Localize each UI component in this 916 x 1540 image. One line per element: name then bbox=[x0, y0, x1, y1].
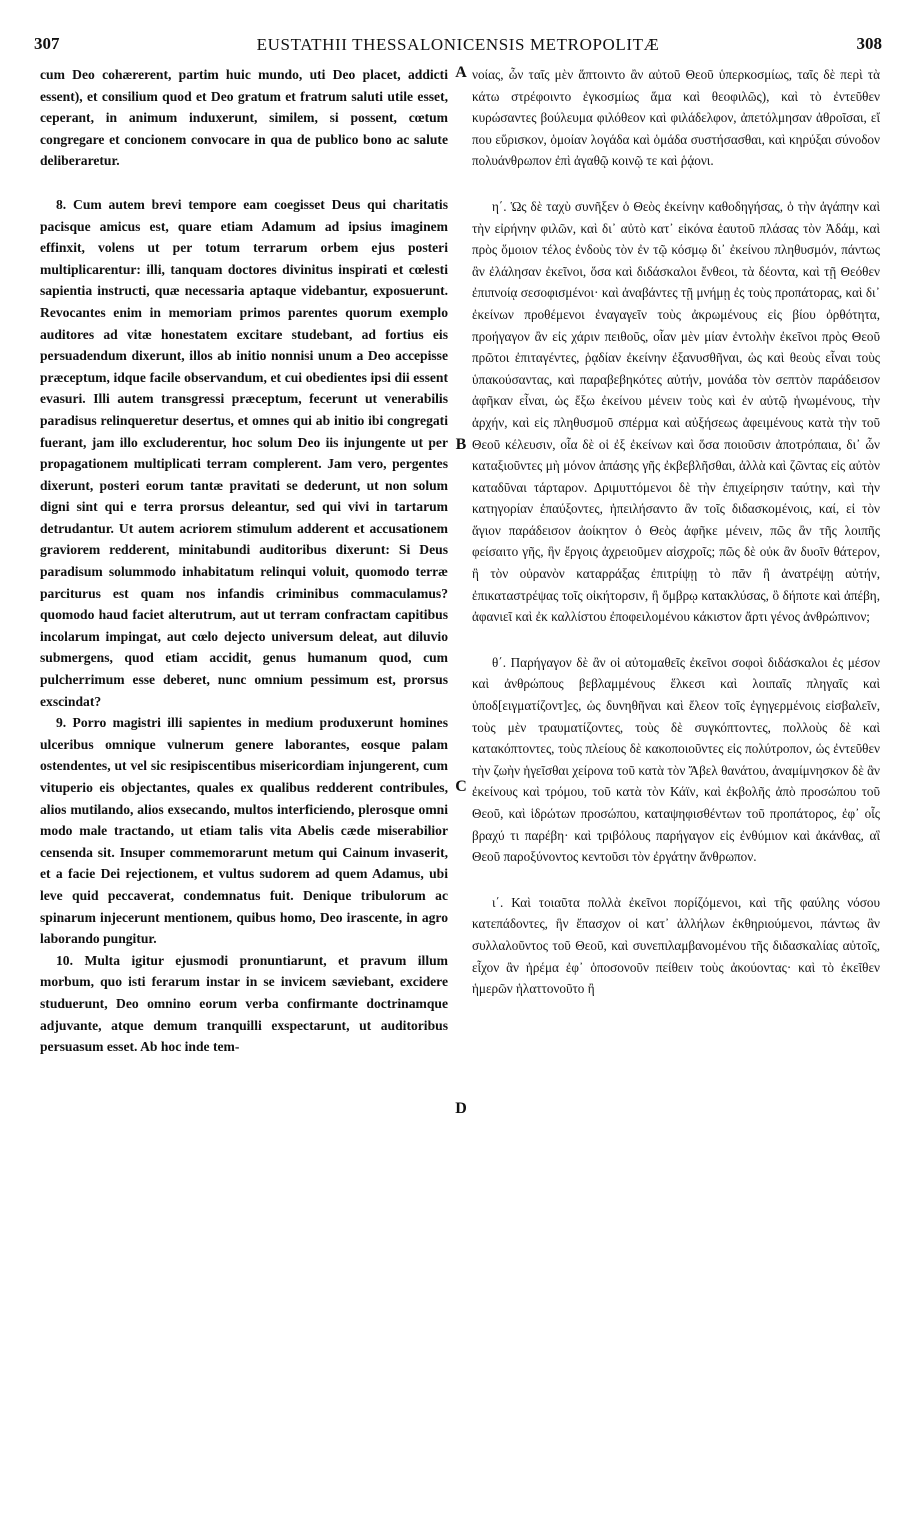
greek-paragraph-7-end: νοίας, ὧν ταῖς μὲν ἅπτοιντο ἂν αὐτοῦ Θεοῦ ὑπερκοσμίως, ταῖς δὲ περὶ τὰ κάτω στρέφοιντο ἐγκοσμίως ἅμα καὶ θεοφιλῶς), καὶ τὸ ἐντεῦθεν κυρώσαντες βούλευμα φιλόθεον καὶ φιλάδελφον, ἀπετόλμησαν ἀθροῖσαι, εἴ που εὕρισκον, ὁμοίαν λογάδα καὶ ὁμάδα συστήσασθαι, καὶ κηρύξαι σύνοδον πολυάνθρωπον ἐπὶ ἀγαθῷ κοινῷ τε καὶ ῥᾴονι. bbox=[472, 67, 880, 169]
latin-paragraph-10: 10. Multa igitur ejusmodi pronuntiarunt, et pravum illum morbum, quo isti ferarum instar in se invicem sæviebant, excidere studuerunt, Deo omnino eorum verba confirmante doctrinamque adjuvante, atque demum tranquilli exspectarunt, ut auditoribus persuasum esset. Ab hoc inde tem- bbox=[40, 952, 448, 1055]
margin-marker-b: B bbox=[455, 436, 467, 453]
page-number-left: 307 bbox=[34, 34, 60, 53]
latin-column bbox=[40, 64, 448, 1444]
latin-paragraph-8: 8. Cum autem brevi tempore eam coegisset Deus qui charitatis pacisque amicus est, quare etiam Adamum ad ipsius imaginem effinxit, volens ut per totum terrarum orbem ejus posteri multiplicarentur: illi, tanquam doctores divinitus inspirati et cœlesti sapientia instructi, quæ necessaria aptaque videbantur, exposuerunt. Revocantes enim in memoriam primos parentes quorum exemplo auditores ad vitæ honestatem excitare studebant, ad fortius eis persuadendum dixerunt, illos ab initio nonnisi unum a Deo accepisse præceptum, idque facile observandum, et cui obedientes ipsi dii essent evasuri. Illi autem transgressi præceptum, fecerunt ut venerabilis paradisus relinqueretur desertus, et omnes qui ab initio ibi congregati fuerant, jam illo excluderentur, hoc solum Deo iis injungente ut per propagationem multiplicati terram complerent. Jam vero, pergentes dixerunt, posteri eorum tantæ pravitati se dederunt, ut non solum digni sint qui e terra prorsus deleantur, sed qui vivi in tartarum detrudantur. Ut autem acriorem stimulum adderent et accusationem graviorem redderent, minitabundi auditoribus dixerunt: Si Deus paradisum solummodo inhabitatum relinqui voluit, quomodo terræ parciturus est quam nos infandis criminibus commaculamus? quomodo haud faciet alterutrum, aut ut terram confractam capitibus incolarum impingat, aut cœlo dejecto universum deleat, aut diluvio submergens, quod etiam accidit, genus humanum quod, cum pulcherrimum esse deberet, nunc omnium pessimum est, prorsus exscindat? bbox=[40, 196, 448, 709]
margin-marker-c: C bbox=[455, 778, 467, 795]
latin-paragraph-7-end: cum Deo cohærerent, partim huic mundo, uti Deo placet, addicti essent), et consilium quod et Deo gratum et fratrum saluti utile esset, ceperant, in animum induxerunt, similem, si possent, cœtum congregare et concionem convocare in qua de publico bono ac salute deliberaretur. bbox=[40, 67, 448, 169]
latin-paragraph-9: 9. Porro magistri illi sapientes in medium produxerunt homines ulceribus omnique vulnerum genere laborantes, eosque palam ostendentes, ut vel sic resipiscentibus misericordiam injungerent, cum vituperio eis objectantes, quales ex qualibus redderent contribules, alios mutilando, alios exsecando, multos interficiendo, plerosque omni modo male tractando, ut etiam talis vita Abelis cæde miserabilior censenda sit. Insuper commemorarunt metum qui Cainum invaserit, et a facie Dei rejectionem, et vultus sudorem ad quem Adamus, ubi leve quid peccaverat, condemnatus fuit. Denique tribulorum ac spinarum injecerunt mentionem, quibus homo, Deo irascente, in agro laborando pungitur. bbox=[40, 715, 448, 947]
margin-marker-a: A bbox=[455, 64, 467, 81]
greek-paragraph-9: θ΄. Παρήγαγον δὲ ἂν οἱ αὐτομαθεῖς ἐκεῖνοι σοφοὶ διδάσκαλοι ἐς μέσον καὶ ἀνθρώπους βεβλαμμένους ἕλκεσι καὶ λοιπαῖς πληγαῖς καὶ ὑποδ[ειγματίζοντ]ες, ὡς δυνηθῆναι καὶ ἔλεον τοῖς ἐγηγερμένοις εἰσβαλεῖν, τοὺς μὲν τραυματίζοντες, τοὺς δὲ συγκόπτοντες, πολλοὺς δὲ καὶ κατακόπτοντες, τοὺς πλείους δὲ κακοποιοῦντες εἰς πολύτροπον, ὡς ἐντεῦθεν τὴν ζωὴν ἡγεῖσθαι χείρονα τοῦ κατὰ τὸν Ἄβελ θανάτου, ἀναμίμνησκον δὲ ἂν ἐκείνους καὶ τρόμου, τοῦ κατὰ τὸν Κάϊν, καὶ ἐκβολῆς ἀπὸ προσώπου τοῦ Θεοῦ, καὶ ἱδρώτων προσώπου, καταψηφισθέντων τοῦ προπάτορος, ἐφ᾿ οἷς βραχύ τι παρέβη· καὶ τριβόλους παρήγαγον εἰς ἐνθύμιον καὶ ἀκάνθας, αἳ Θεοῦ παροξύνοντος κεντοῦσι τὸν ἐργάτην ἄνθρωπον. bbox=[472, 654, 880, 865]
running-title: EUSTATHII THESSALONICENSIS METROPOLITÆ bbox=[256, 35, 660, 54]
running-header bbox=[34, 34, 882, 58]
greek-paragraph-8: η΄. Ὡς δὲ ταχὺ συνῆξεν ὁ Θεὸς ἐκείνην καθοδηγήσας, ὁ τὴν ἀγάπην καὶ τὴν εἰρήνην φιλῶν, καὶ δι᾿ αὐτὸ κατ᾿ εἰκόνα ἑαυτοῦ πλάσας τὸν Ἀδάμ, καὶ πρὸς ὅμοιον τέλος ἐνδοὺς τὸν ἐν τῷ κόσμῳ δι᾿ ἐκείνου πληθυσμόν, πάντως ἂν ἐλάλησαν ἐκεῖνοι, ὅσα καὶ διδάσκαλοι ἔνθεοι, τὰ δέοντα, καὶ τῇ Θεόθεν ἐπιπνοίᾳ σεσοφισμένοι· καὶ ἀναβάντες τῇ μνήμῃ ἐς τοὺς προπάτορας, καὶ δι᾿ ἐκείνων προθέμενοι ἐναγαγεῖν τοὺς ἀκρωμένους εἰς βίου ὀρθότητα, προήγαγον ἂν εἰς χάριν πειθοῦς, οἷαν μὲν μίαν ἐντολὴν ἐκεῖνοι πρὸς Θεοῦ πρῶτοι ἐπιταγέντες, ῥᾳδίαν ἐκείνην ἐξανυσθῆναι, ὡς καὶ θεοὺς εἶναι τοὺς ὑπακούσαντας, καὶ παραβεβηκότες αὐτήν, μονάδα τὸν σεπτὸν παράδεισον ἀφῆκαν εἶναι, ὡς ἔξω ἐκείνου μένειν τοὺς καὶ ἐν αὐτῷ ἡνωμένους, τὴν ἀρχήν, καὶ εἰς πληθυσμοῦ σπέρμα καὶ αὐξήσεως ἀφειμένους κατὰ τὴν τοῦ Θεοῦ κέλευσιν, οἷα δὲ οἱ ἐξ ἐκείνων καὶ ὅσα ποιοῦσιν ἀποτρόπαια, δι᾿ ὧν καταξιοῦντες μὴ μόνον ἁπάσης γῆς ἐκβεβλῆσθαι, ἀλλὰ καὶ ζῶντας εἰς αὐτὸν καταδῦναι τάρταρον. Δριμυττόμενοι δὲ τὴν ἐπιχείρησιν ταύτην, καὶ τὴν κατηγορίαν ἐπαύξοντες, ἠπειλήσαντο ἂν τοῖς διδασκομένοις, καί, εἰ τὸν ἅγιον παράδεισον ἀοίκητον ὁ Θεὸς ἀφῆκε μένειν, πῶς ἂν τῆς λοιπῆς φείσαιτο γῆς, ἣν ἔργοις ἀχρειοῦμεν αἰσχροῖς; πῶς δὲ οὐκ ἂν δυοῖν θάτερον, ἢ τὸν οὐρανὸν καταρράξας ἐπιτρίψῃ τὸ πᾶν ἢ ἀνατρέψῃ αὐτήν, ἐπικαταστρέψας τοῖς οἰκήτορσιν, ἢ ὄμβρῳ κατακλύσας, ὃ δήποτε καὶ ἀπέβη, ἀφανιεῖ καὶ ἐκ καλλίστου ἐποφειλομένου κάκιστον ἄρτι γένος ἀνθρώπινον; bbox=[472, 198, 880, 625]
margin-marker-d: D bbox=[455, 1100, 467, 1117]
greek-column bbox=[472, 64, 880, 1444]
greek-paragraph-10: ι΄. Καὶ τοιαῦτα πολλὰ ἐκεῖνοι πορίζόμενοι, καὶ τῆς φαύλης νόσου κατεπάδοντες, ἣν ἔπασχον οἱ κατ᾿ ἀλλήλων ἐκθηριούμενοι, πάντως ἂν συλλαλοῦντος τοῦ Θεοῦ, καὶ συνεπιλαμβανομένου τῆς διδασκαλίας αὐτοῖς, εἶχον ἂν ἠρέμα ἐφ᾿ ὁποσονοῦν πείθειν τοὺς ἀκούοντας· καὶ τὸ ἐκεῖθεν ἡμερῶν ἡλαττονοῦτο ἢ bbox=[472, 894, 880, 997]
page-number-right: 308 bbox=[856, 34, 882, 53]
